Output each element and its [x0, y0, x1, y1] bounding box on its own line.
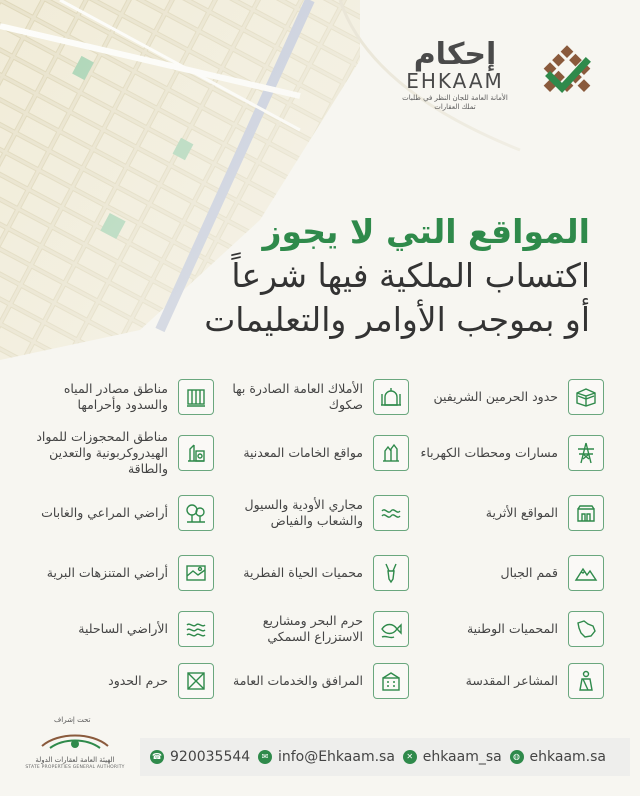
location-item — [219, 550, 409, 596]
location-label: أراضي المتنزهات البرية — [46, 565, 168, 580]
power-tower-icon — [568, 435, 604, 471]
heritage-site-icon — [568, 495, 604, 531]
x-contact[interactable] — [403, 749, 502, 765]
phone-contact[interactable] — [150, 749, 250, 765]
location-label: الأراضي الساحلية — [78, 621, 168, 636]
location-item — [24, 606, 214, 652]
location-label: مجاري الأودية والسيول والشعاب والفياض — [244, 497, 363, 528]
minerals-icon — [373, 435, 409, 471]
location-item — [414, 550, 604, 596]
trees-icon — [178, 495, 214, 531]
phone-icon: ☎ — [150, 750, 164, 764]
flood-icon — [373, 495, 409, 531]
headline-line-2: اكتساب الملكية فيها شرعاً — [231, 256, 590, 295]
location-item — [24, 430, 214, 476]
pilgrim-icon — [568, 663, 604, 699]
location-item — [219, 606, 409, 652]
wildlife-icon — [373, 555, 409, 591]
email-address: info@Ehkaam.sa — [277, 749, 395, 765]
location-label: مناطق مصادر المياه والسدود وأحرامها — [63, 381, 168, 412]
waves-icon — [178, 611, 214, 647]
mosque-icon — [373, 379, 409, 415]
location-item — [414, 606, 604, 652]
authority-name-en: STATE PROPERTIES GENERAL AUTHORITY — [25, 765, 125, 770]
website-contact[interactable] — [510, 749, 606, 765]
logo-arabic-name: إحكام — [413, 37, 497, 72]
location-label: المواقع الأثرية — [485, 505, 558, 520]
location-label: مسارات ومحطات الكهرباء — [420, 445, 558, 460]
location-item — [414, 490, 604, 536]
location-item — [219, 374, 409, 420]
dam-icon — [178, 379, 214, 415]
location-label: المشاعر المقدسة — [465, 673, 558, 688]
location-label: قمم الجبال — [500, 565, 558, 580]
x-handle: ehkaam_sa — [422, 749, 502, 765]
logo-subtitle: الأمانة العامة للجان النظر في طلبات تملك العقارات — [402, 94, 508, 111]
supervising-authority — [20, 716, 130, 770]
headline-line-3: أو بموجب الأوامر والتعليمات — [204, 300, 590, 339]
authority-logo-icon — [40, 728, 110, 754]
location-label: محميات الحياة الفطرية — [243, 565, 363, 580]
location-item — [219, 430, 409, 476]
location-label: أراضي المراعي والغابات — [41, 505, 168, 520]
location-item — [414, 374, 604, 420]
email-icon: ✉ — [258, 750, 272, 764]
hydrocarbon-icon — [178, 435, 214, 471]
park-icon — [178, 555, 214, 591]
mountain-icon — [568, 555, 604, 591]
ehkaam-logo — [402, 38, 602, 118]
location-item — [414, 658, 604, 704]
phone-number: 920035544 — [170, 749, 251, 765]
x-icon: ✕ — [403, 750, 417, 764]
location-label: الأملاك العامة الصادرة بها صكوك — [232, 381, 363, 412]
contact-bar — [140, 738, 630, 776]
public-facilities-icon — [373, 663, 409, 699]
fish-icon — [373, 611, 409, 647]
ehkaam-logo-icon — [532, 40, 602, 110]
location-item — [414, 430, 604, 476]
location-item — [24, 374, 214, 420]
location-item — [24, 490, 214, 536]
authority-name-ar: الهيئة العامة لعقارات الدولة — [35, 756, 115, 764]
location-label: حرم البحر ومشاريع الاستزراع السمكي — [262, 613, 363, 644]
location-label: حرم الحدود — [108, 673, 168, 688]
saudi-map-icon — [568, 611, 604, 647]
globe-icon: ◍ — [510, 750, 524, 764]
location-label: حدود الحرمين الشريفين — [433, 389, 558, 404]
location-label: المحميات الوطنية — [466, 621, 558, 636]
location-item — [219, 658, 409, 704]
location-item — [24, 658, 214, 704]
headline-line-1: المواقع التي لا يجوز — [262, 212, 590, 251]
location-label: مناطق المحجوزات للمواد الهيدروكربونية والتعدين والطاقة — [36, 429, 168, 476]
locations-grid — [24, 374, 604, 704]
website-url: ehkaam.sa — [529, 749, 606, 765]
location-label: مواقع الخامات المعدنية — [243, 445, 363, 460]
headline — [150, 210, 590, 342]
location-item — [219, 490, 409, 536]
location-label: المرافق والخدمات العامة — [233, 673, 363, 688]
email-contact[interactable] — [258, 749, 395, 765]
kaaba-icon — [568, 379, 604, 415]
location-item — [24, 550, 214, 596]
border-icon — [178, 663, 214, 699]
supervision-label: تحت إشراف — [54, 716, 91, 724]
logo-english-name: EHKAAM — [406, 69, 504, 93]
